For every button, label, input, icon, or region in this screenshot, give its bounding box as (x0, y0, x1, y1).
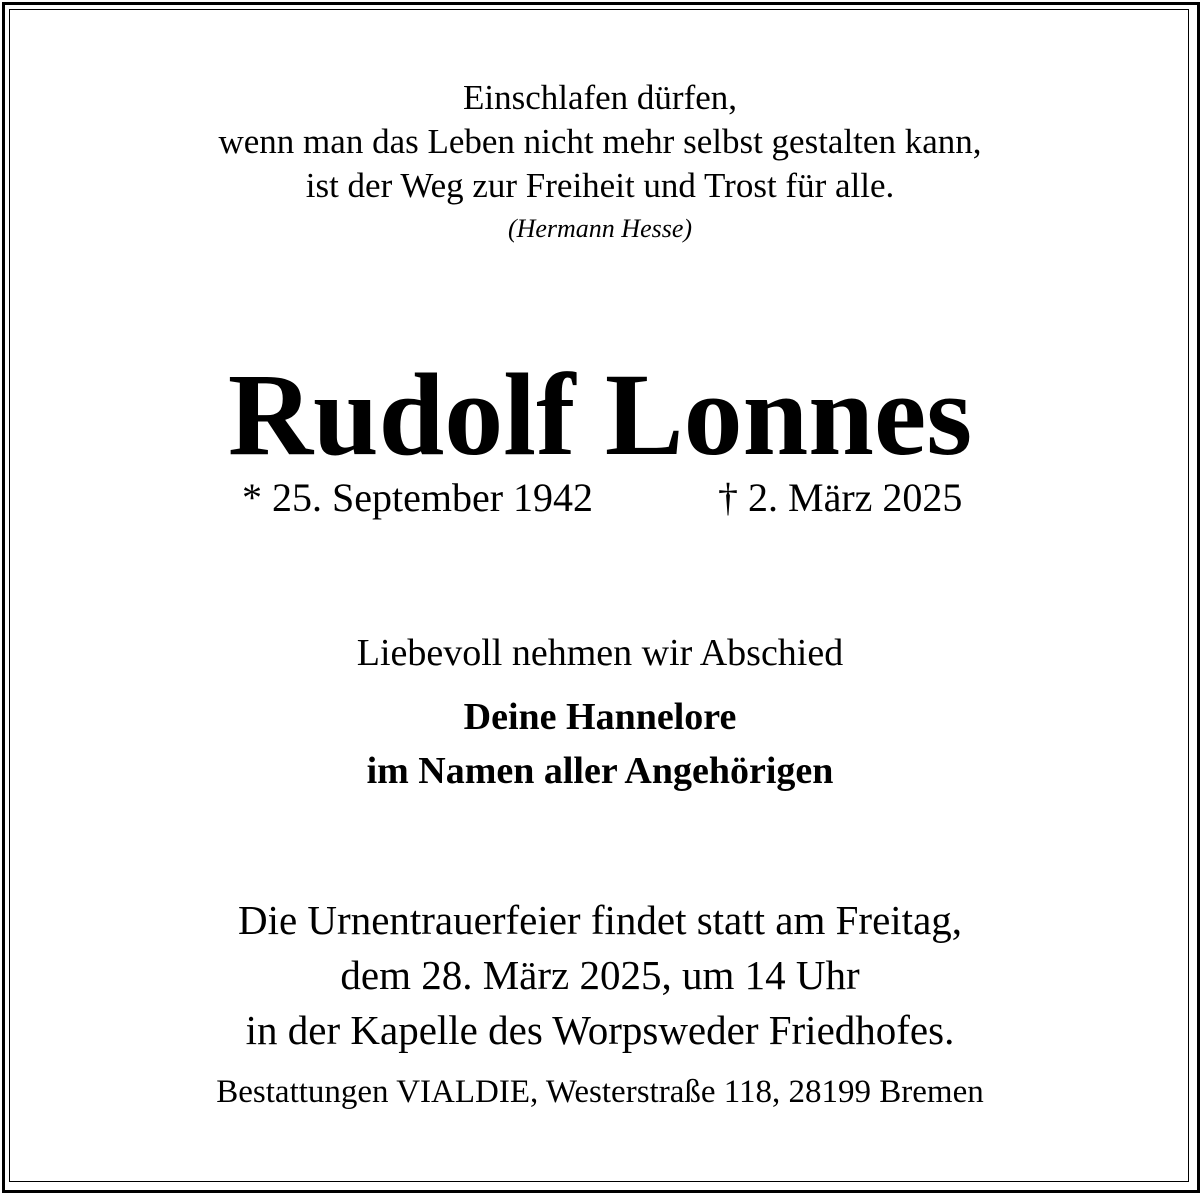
service-line-1: Die Urnentrauerfeier findet statt am Freitag, (237, 897, 963, 943)
signer-line-2: im Namen aller Angehörigen (366, 750, 834, 792)
death-date: † 2. März 2025 (718, 475, 963, 520)
quote-line-2: wenn man das Leben nicht mehr selbst gestalten kann, (218, 122, 982, 161)
service-line-3: in der Kapelle des Worpsweder Friedhofes. (245, 1007, 955, 1053)
quote-line-3: ist der Weg zur Freiheit und Trost für alle. (305, 166, 895, 205)
quote-author: (Hermann Hesse) (507, 214, 693, 243)
deceased-name: Rudolf Lonnes (227, 349, 973, 480)
birth-date: * 25. September 1942 (242, 475, 594, 520)
farewell-text: Liebevoll nehmen wir Abschied (356, 632, 844, 674)
signer-line-1: Deine Hannelore (463, 696, 737, 738)
undertaker-address: Bestattungen VIALDIE, Westerstraße 118, 28199 Bremen (216, 1074, 984, 1110)
quote-line-1: Einschlafen dürfen, (462, 78, 738, 117)
service-line-2: dem 28. März 2025, um 14 Uhr (340, 952, 860, 998)
